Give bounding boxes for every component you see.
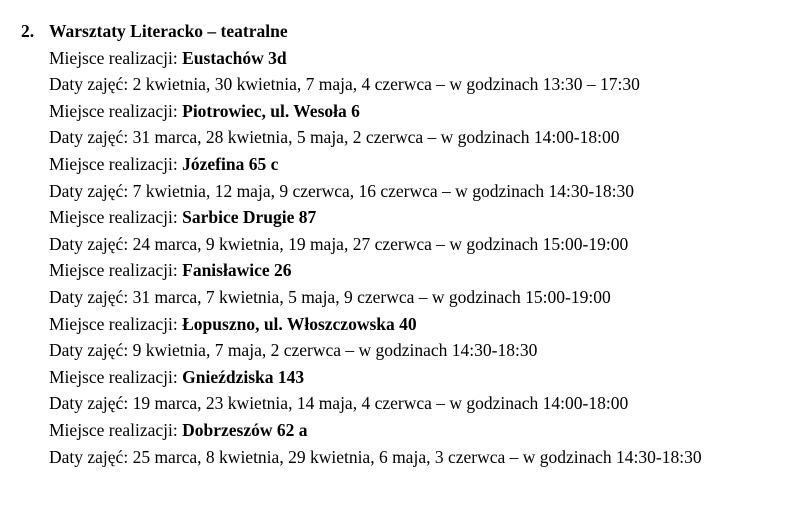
dates-label: Daty zajęć: (49, 446, 133, 467)
dates-value: 19 marca, 23 kwietnia, 14 maja, 4 czerwca – w godzinach 14:00-18:00 (132, 393, 629, 414)
location-entries (49, 45, 781, 471)
place-line (49, 151, 781, 178)
dates-label: Daty zajęć: (49, 127, 133, 148)
place-label: Miejsce realizacji: (49, 313, 183, 334)
place-value: Eustachów 3d (182, 47, 287, 68)
dates-value: 24 marca, 9 kwietnia, 19 maja, 27 czerwca – w godzinach 15:00-19:00 (132, 233, 629, 254)
dates-line (49, 71, 781, 98)
dates-value: 31 marca, 28 kwietnia, 5 maja, 2 czerwca – w godzinach 14:00-18:00 (132, 127, 620, 148)
dates-line (49, 178, 781, 205)
dates-value: 7 kwietnia, 12 maja, 9 czerwca, 16 czerwca – w godzinach 14:30-18:30 (132, 180, 635, 201)
place-value: Łopuszno, ul. Włoszczowska 40 (182, 313, 417, 334)
dates-line (49, 337, 781, 364)
dates-line (49, 284, 781, 311)
place-label: Miejsce realizacji: (49, 366, 183, 387)
place-value: Gnieździska 143 (182, 366, 305, 387)
dates-line (49, 124, 781, 151)
place-label: Miejsce realizacji: (49, 153, 183, 174)
place-label: Miejsce realizacji: (49, 419, 183, 440)
place-value: Sarbice Drugie 87 (182, 207, 317, 228)
place-line (49, 204, 781, 231)
dates-line (49, 231, 781, 258)
place-label: Miejsce realizacji: (49, 260, 183, 281)
place-value: Dobrzeszów 62 a (182, 419, 308, 440)
place-line (49, 364, 781, 391)
place-label: Miejsce realizacji: (49, 100, 183, 121)
section-heading (21, 18, 781, 45)
place-line (49, 257, 781, 284)
place-value: Józefina 65 c (182, 153, 279, 174)
dates-value: 9 kwietnia, 7 maja, 2 czerwca – w godzinach 14:30-18:30 (132, 340, 538, 361)
place-line (49, 45, 781, 72)
section-title: Warsztaty Literacko – teatralne (49, 21, 288, 41)
dates-label: Daty zajęć: (49, 393, 133, 414)
workshop-section (21, 18, 781, 470)
dates-label: Daty zajęć: (49, 286, 133, 307)
dates-value: 31 marca, 7 kwietnia, 5 maja, 9 czerwca – w godzinach 15:00-19:00 (132, 286, 611, 307)
place-label: Miejsce realizacji: (49, 207, 183, 228)
dates-value: 25 marca, 8 kwietnia, 29 kwietnia, 6 maja, 3 czerwca – w godzinach 14:30-18:30 (132, 446, 702, 467)
dates-line (49, 444, 729, 471)
section-number: 2. (21, 21, 35, 41)
place-line (49, 311, 781, 338)
dates-label: Daty zajęć: (49, 74, 133, 95)
dates-label: Daty zajęć: (49, 233, 133, 254)
place-line (49, 98, 781, 125)
place-line (49, 417, 781, 444)
dates-label: Daty zajęć: (49, 340, 133, 361)
dates-label: Daty zajęć: (49, 180, 133, 201)
dates-value: 2 kwietnia, 30 kwietnia, 7 maja, 4 czerwca – w godzinach 13:30 – 17:30 (132, 74, 640, 95)
place-label: Miejsce realizacji: (49, 47, 183, 68)
place-value: Piotrowiec, ul. Wesoła 6 (182, 100, 360, 121)
dates-line (49, 390, 781, 417)
place-value: Fanisławice 26 (182, 260, 292, 281)
